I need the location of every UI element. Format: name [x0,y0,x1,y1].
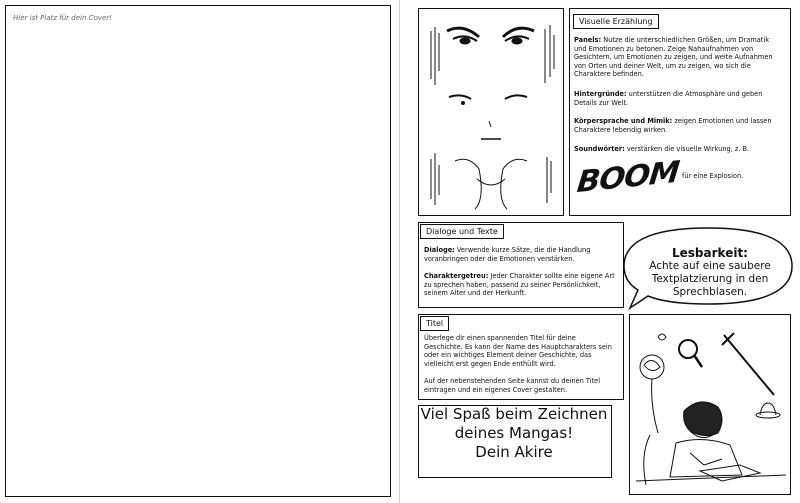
panels-label: Panels: [574,36,602,44]
dialog-text: Verwende kurze Sätze, die die Handlung voranbringen oder die Emotionen verstärken. [424,246,591,263]
boom-sound-word: BOOM [575,154,681,201]
visual-storytelling-title: Visuelle Erzählung [573,14,659,29]
body-language-text: zeigen Emotionen und lassen Charaktere lebendig wirken. [574,117,772,134]
backgrounds-paragraph [574,90,782,107]
dialog-label: Dialoge: [424,246,455,254]
closing-message [418,405,610,462]
character-label: Charaktergetreu: [424,272,489,280]
cover-hint: Hier ist Platz für dein Cover! [13,14,112,22]
body-language-label: Körpersprache und Mimik: [574,117,673,125]
backgrounds-text: unterstützen die Atmosphäre und geben Details zur Welt. [574,90,763,107]
dialog-title: Dialoge und Texte [420,224,504,239]
sound-words-paragraph [574,145,784,154]
closing-line-1: Viel Spaß beim Zeichnen [420,405,608,423]
character-paragraph [424,272,616,298]
backgrounds-label: Hintergründe: [574,90,627,98]
bubble-title: Lesbarkeit: [672,246,748,260]
panels-paragraph [574,36,782,79]
drawing-person-illustration [630,315,789,493]
titel-text-1: Überlege dir einen spannenden Titel für deine Geschichte. Es kann der Name des Hauptcharakters sein oder ein wichtiges Element deiner Geschichte, das vielleicht erst gegen Ende enthüllt wird. [424,334,612,368]
manga-face-illustration [419,9,562,214]
cover-frame [5,5,391,497]
page-divider [399,0,400,503]
illustration-panel [629,314,791,495]
titel-text-2: Auf der nebenstehenden Seite kannst du deinen Titel eintragen und ein eigenes Cover gestalten. [424,377,601,394]
sound-words-label: Soundwörter: [574,145,625,153]
sound-words-text: verstärken die visuelle Wirkung, z. B. [626,145,750,153]
panels-text: Nutze die unterschiedlichen Größen, um Dramatik und Emotionen zu betonen. Zeige Nahaufnahmen von Gesichtern, um Emotionen zu zeigen, und weite Aufnahmen von Orten und deiner Welt, um zu zeigen, wo sich die Charaktere befinden. [574,36,773,79]
titel-title: Titel [420,316,449,331]
explosion-text: für eine Explosion. [682,172,744,180]
body-language-paragraph [574,117,782,134]
closing-line-3: Dein Akire [475,443,553,461]
dialog-paragraph [424,246,616,263]
bubble-content [630,247,790,299]
face-panel [418,8,564,216]
closing-line-2: deines Mangas! [454,424,574,442]
bubble-text: Achte auf eine saubere Textplatzierung in den Sprechblasen. [649,260,771,298]
character-text: Jeder Charakter sollte eine eigene Art zu sprechen haben, passend zu seiner Persönlichkeit, seinem Alter und der Herkunft. [424,272,615,298]
